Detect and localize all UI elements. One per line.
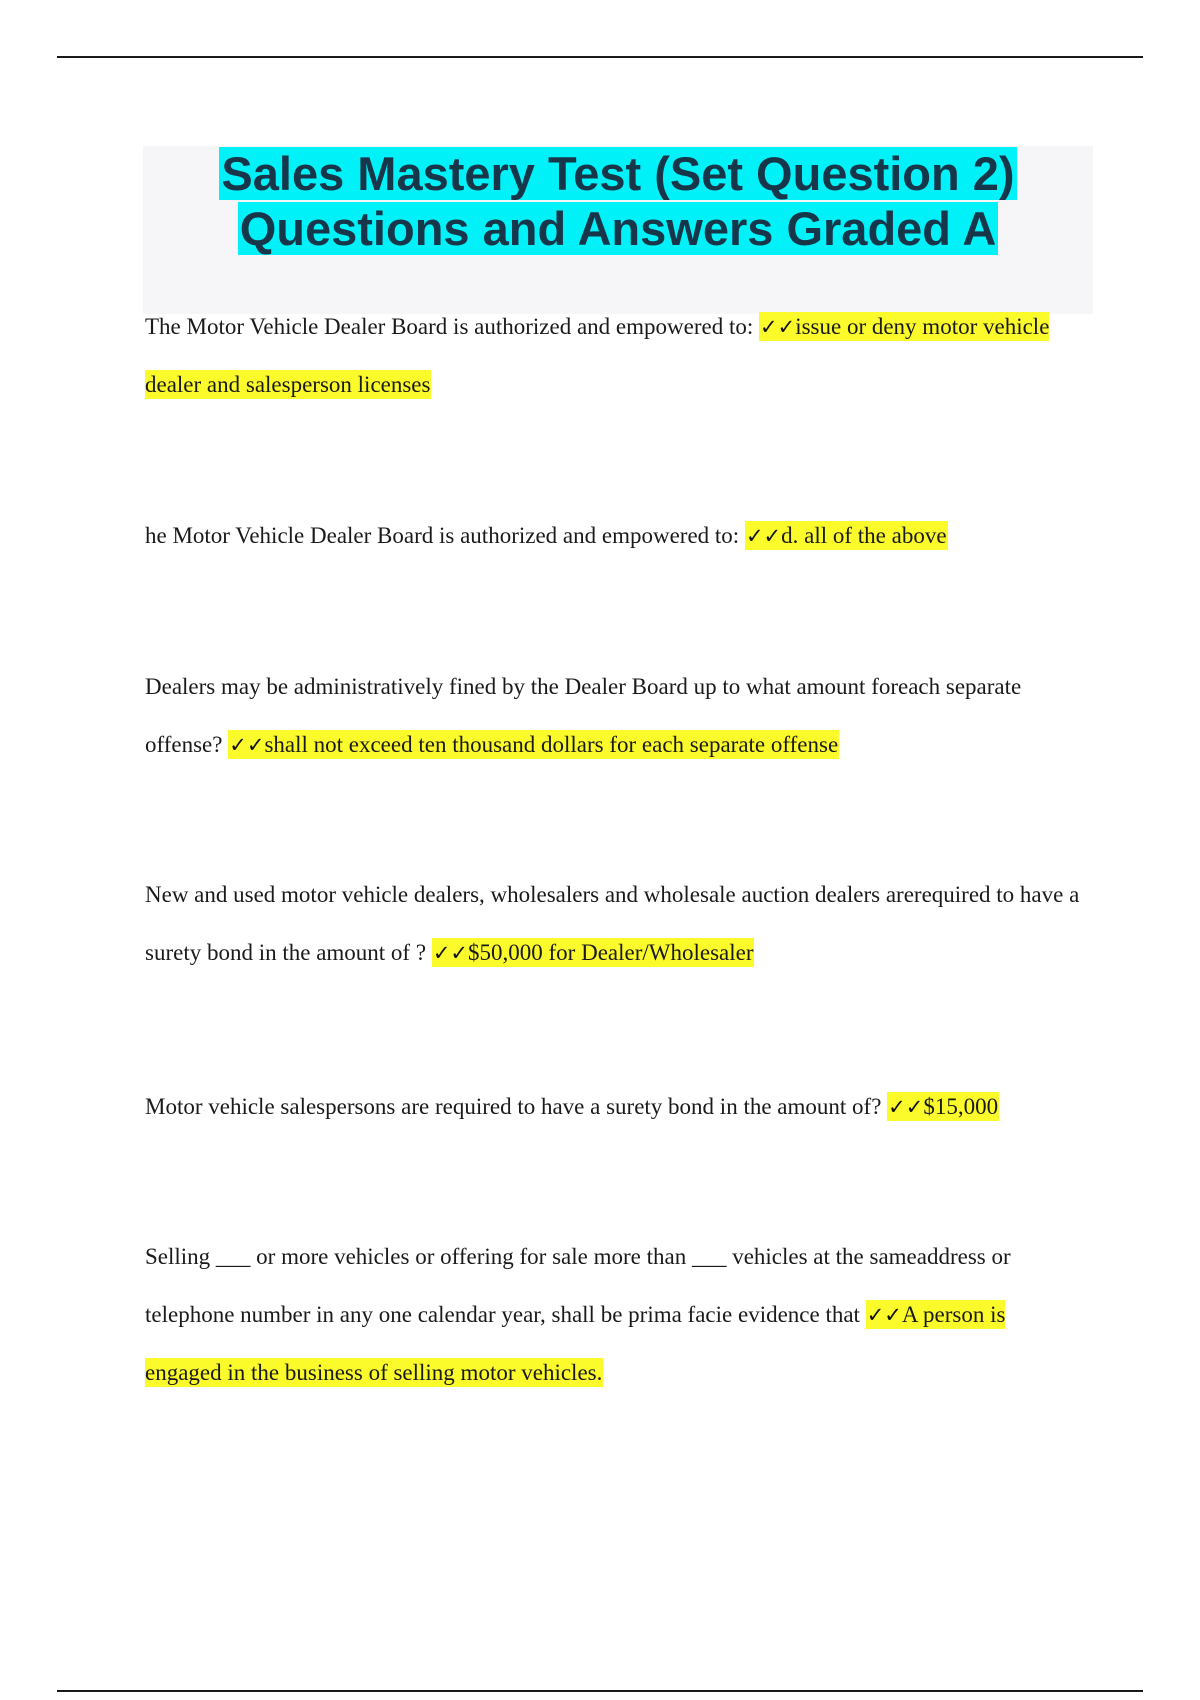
qa-item-1	[145, 298, 1085, 414]
footer-rule	[57, 1690, 1143, 1692]
answer-label: $15,000	[923, 1094, 999, 1119]
double-check-icon: ✓✓	[888, 1095, 924, 1119]
answer-label: issue or deny motor vehicle dealer and salesperson licenses	[145, 314, 1050, 397]
double-check-icon: ✓✓	[432, 941, 469, 965]
answer-text	[228, 730, 839, 759]
question-text: Selling ___ or more vehicles or offering for sale more than ___ vehicles at the sameaddress or telephone number in any one calendar year, shall be prima facie evidence that	[145, 1244, 1011, 1327]
answer-text	[432, 938, 755, 967]
qa-item-5	[145, 1078, 1085, 1136]
question-text: Dealers may be administratively fined by the Dealer Board up to what amount foreach separate offense?	[145, 674, 1022, 757]
question-text: Motor vehicle salespersons are required to have a surety bond in the amount of?	[145, 1094, 888, 1119]
double-check-icon: ✓✓	[745, 524, 782, 548]
answer-text	[887, 1092, 999, 1121]
double-check-icon: ✓✓	[866, 1303, 902, 1327]
answer-label: A person is engaged in the business of selling motor vehicles.	[145, 1302, 1006, 1385]
question-text: he Motor Vehicle Dealer Board is authorized and empowered to:	[145, 523, 745, 548]
qa-item-6	[145, 1228, 1085, 1402]
title-block	[143, 146, 1093, 314]
question-text: New and used motor vehicle dealers, wholesalers and wholesale auction dealers arerequired to have a surety bond in the amount of ?	[145, 882, 1080, 965]
answer-label: $50,000 for Dealer/Wholesaler	[468, 940, 754, 965]
question-text: The Motor Vehicle Dealer Board is authorized and empowered to:	[145, 314, 759, 339]
header-rule	[57, 56, 1143, 58]
qa-item-2	[145, 507, 1085, 565]
qa-item-3	[145, 658, 1085, 774]
title-line-1: Sales Mastery Test (Set Question 2)	[221, 147, 1015, 200]
title-line-2: Questions and Answers Graded A	[239, 202, 997, 255]
answer-label: shall not exceed ten thousand dollars for each separate offense	[264, 732, 839, 757]
double-check-icon: ✓✓	[759, 315, 796, 339]
double-check-icon: ✓✓	[229, 733, 265, 757]
document-title	[143, 146, 1093, 256]
qa-item-4	[145, 866, 1085, 982]
answer-label: d. all of the above	[781, 523, 947, 548]
answer-text	[745, 521, 948, 550]
